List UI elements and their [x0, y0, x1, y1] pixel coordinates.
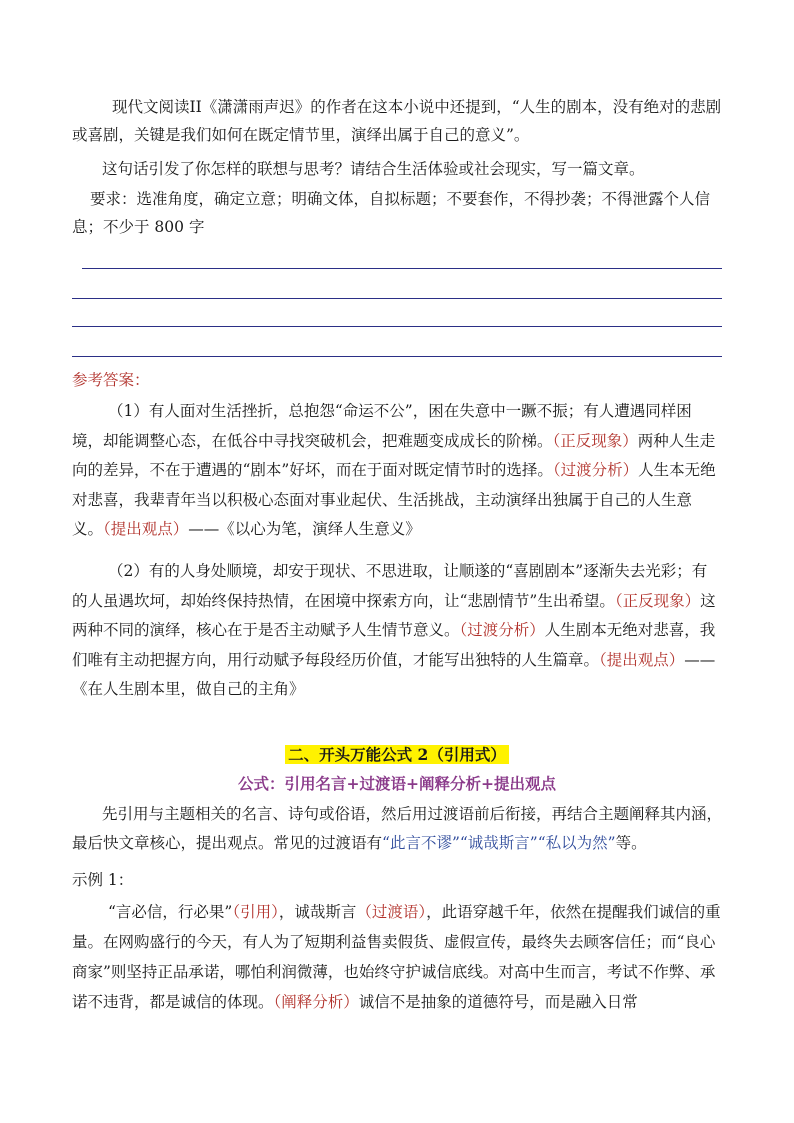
formula-line	[0, 772, 794, 796]
answer-text: 这两种不同的演绎，核心在于是否主动赋予人生情节意义。	[72, 591, 716, 639]
writing-line	[72, 356, 722, 357]
prompt-requirements-text: 要求：选准角度，确定立意；明确文体，自拟标题；不要套作，不得抄袭；不得泄露个人信息；不少于 800 字	[72, 190, 711, 236]
writing-line	[82, 268, 722, 269]
prompt-requirements	[72, 185, 722, 241]
answer-text: 人生剧本无绝对悲喜，我们唯有主动把握方向，用行动赋予每段经历价值，才能写出独特的人生篇章。	[72, 621, 716, 669]
annotation-tag: （阐释分析）	[273, 993, 359, 1011]
prompt-question	[72, 155, 722, 183]
example-text: 诚信不是抽象的道德符号，而是融入日常	[358, 993, 638, 1011]
example-text: ，此语穿越千年，依然在提醒我们诚信的重量。在网购盛行的今天，有人为了短期利益售卖假货、虚假宣传，最终失去顾客信任；而“良心商家”则坚持正品承诺，哪怕利润微薄，也始终守护诚信底线。对高中生而言，考试不作弊、承诺不违背，都是诚信的体现。	[72, 903, 721, 1011]
answer-text: （2）有的人身处顺境，却安于现状、不思进取，让顺遂的“喜剧剧本”逐渐失去光彩；有的人虽遇坎坷，却始终保持热情，在困境中探索方向，让“悲剧情节”生出希望。	[72, 562, 708, 610]
prompt-intro: 现代文阅读II《潇潇雨声迟》的作者在这本小说中还提到，“人生的剧本，没有绝对的悲剧或喜剧，关键是我们如何在既定情节里，演绎出属于自己的意义”。	[72, 98, 722, 144]
prompt-question-text: 这句话引发了你怎样的联想与思考？请结合生活体验或社会现实，写一篇文章。	[102, 160, 645, 178]
example-text: “言必信，行必果”	[108, 903, 233, 921]
answer-text: 两种人生走向的差异，不在于遭遇的“剧本”好坏，而在于面对既定情节时的选择。	[72, 431, 716, 479]
description-text: 先引用与主题相关的名言、诗句或俗语，然后用过渡语前后衔接，再结合主题阐释其内涵，最后快文章核心，提出观点。常见的过渡语有	[72, 805, 723, 852]
answer-item-2	[72, 557, 722, 705]
prompt-paragraph	[72, 93, 722, 149]
annotation-tag: （提出观点）	[599, 650, 685, 669]
annotation-tag: （正反现象）	[552, 431, 638, 450]
answer-text: ——《以心为笔，演绎人生意义》	[188, 520, 421, 538]
answer-heading: 参考答案：	[72, 371, 150, 389]
example-label: 示例 1：	[72, 871, 134, 889]
answer-item-1	[72, 397, 722, 545]
writing-line	[72, 298, 722, 299]
example-text: ，诚哉斯言	[278, 903, 357, 921]
description-text: 等。	[615, 834, 647, 852]
answer-text: ——《在人生剧本里，做自己的主角》	[72, 650, 716, 698]
writing-line	[72, 326, 722, 327]
section-description	[72, 800, 722, 858]
annotation-tag: （过渡分析）	[459, 621, 545, 639]
transition-phrases: “此言不谬”“诚哉斯言”“私以为然”	[382, 834, 616, 852]
formula-text: 公式：引用名言+过渡语+阐释分析+提出观点	[238, 774, 556, 793]
annotation-tag: （提出观点）	[103, 520, 189, 538]
annotation-tag: （引用）	[232, 903, 279, 921]
example-paragraph	[72, 897, 722, 1017]
section-title-text: 二、开头万能公式 2（引用式）	[285, 745, 509, 764]
answer-text: （1）有人面对生活挫折，总抱怨“命运不公”，困在失意中一蹶不振；有人遭遇同样困境，却能调整心态，在低谷中寻找突破机会，把难题变成成长的阶梯。	[72, 402, 692, 450]
answer-text: 人生本无绝对悲喜，我辈青年当以积极心态面对事业起伏、生活挑战，主动演绎出独属于自己的人生意义。	[72, 461, 716, 538]
annotation-tag: （过渡分析）	[552, 461, 639, 479]
annotation-tag: （过渡语）	[356, 903, 427, 921]
section-title	[0, 743, 794, 767]
annotation-tag: （正反现象）	[614, 591, 701, 610]
